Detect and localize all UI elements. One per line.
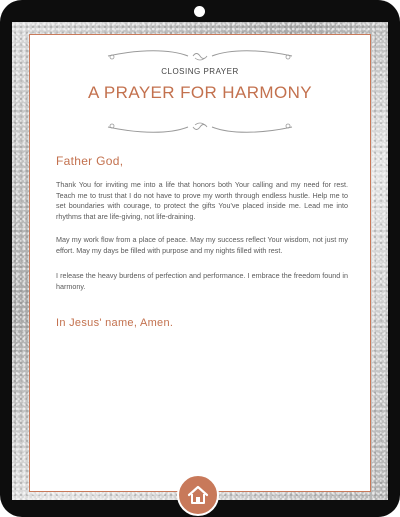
prayer-paragraph-3: I release the heavy burdens of perfection and performance. I embrace the freedom found in harmony. [56, 271, 348, 291]
prayer-paragraph-1: Thank You for inviting me into a life that honors both Your calling and my need for rest. Teach me to trust that I do not have to prove my worth through endless hustle. Help me to set boundaries with courage, to protect the gifts You've placed inside me. Lead me into rhythms that are life-giving, not life-draining. [56, 180, 348, 221]
home-button[interactable] [177, 474, 219, 516]
prayer-closing: In Jesus' name, Amen. [56, 317, 174, 329]
page-subtitle: CLOSING PRAYER [161, 67, 239, 76]
page-title: A PRAYER FOR HARMONY [88, 83, 312, 102]
glitter-screen [12, 22, 388, 500]
top-flourish-icon [100, 48, 300, 64]
camera-dot [194, 6, 205, 17]
home-icon [187, 485, 209, 505]
prayer-page [29, 34, 371, 492]
prayer-salutation: Father God, [56, 154, 124, 168]
bottom-flourish-icon [100, 119, 300, 135]
prayer-paragraph-2: May my work flow from a place of peace. May my success reflect Your wisdom, not just my effort. May my days be filled with purpose and my nights filled with rest. [56, 235, 348, 255]
